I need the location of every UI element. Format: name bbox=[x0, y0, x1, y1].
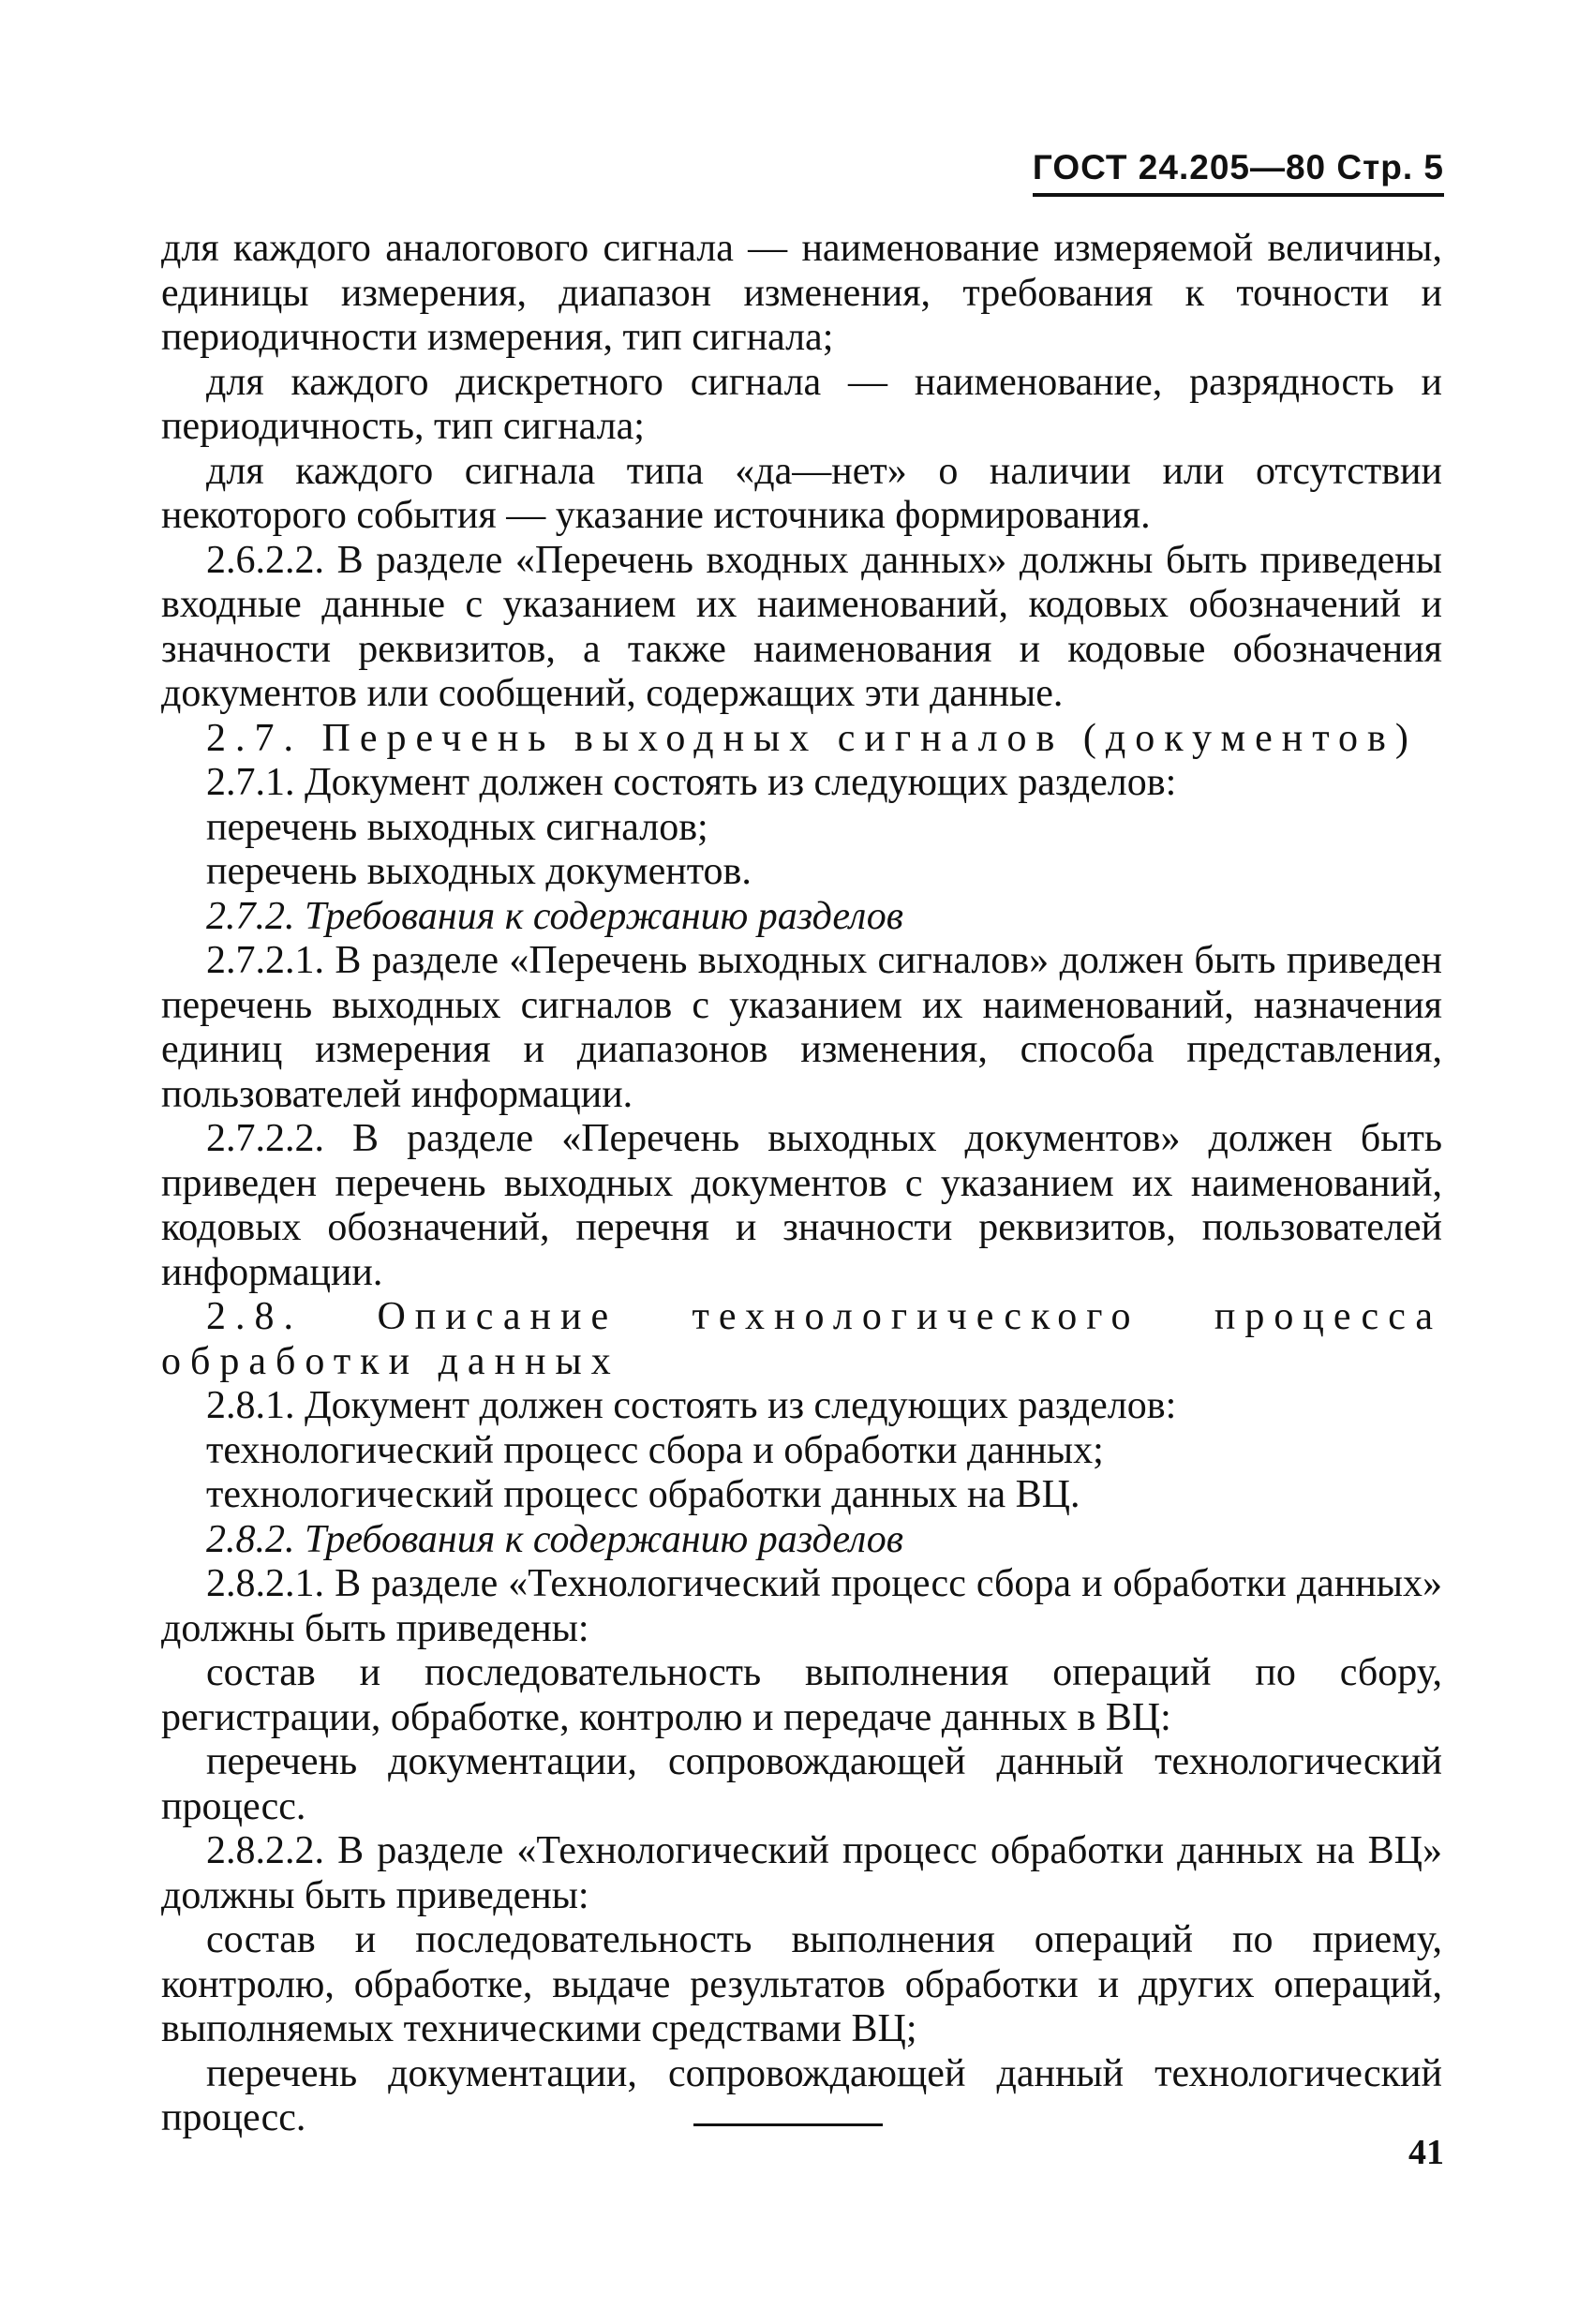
document-header: ГОСТ 24.205—80 Стр. 5 bbox=[1033, 148, 1444, 197]
list-item: перечень выходных документов. bbox=[206, 850, 752, 893]
paragraph: для каждого сигнала типа «да—нет» о наличии или отсутствии некоторого события — указание источника формирования. bbox=[161, 449, 1442, 537]
paragraph: 2.8.2.1. В разделе «Технологический процесс сбора и обработки данных» должны быть приведены: bbox=[161, 1562, 1442, 1650]
list-item: перечень документации, сопровождающей данный технологический процесс. bbox=[161, 2051, 1442, 2139]
list-item: перечень выходных сигналов; bbox=[206, 805, 708, 849]
paragraph: 2.6.2.2. В разделе «Перечень входных данных» должны быть приведены входные данные с указанием их наименований, кодовых обозначений и значности реквизитов, а также наименования и кодовые обозначения документов или сообщений, содержащих эти данные. bbox=[161, 538, 1442, 715]
paragraph: для каждого аналогового сигнала — наименование измеряемой величины, единицы измерения, диапазон изменения, требования к точности и периодичности измерения, тип сигнала; bbox=[161, 227, 1442, 359]
list-item: состав и последовательность выполнения операций по сбору, регистрации, обработке, контролю и передаче данных в ВЦ: bbox=[161, 1651, 1442, 1739]
paragraph: для каждого дискретного сигнала — наименование, разрядность и периодичность, тип сигнала; bbox=[161, 360, 1442, 448]
paragraph: 2.7.1. Документ должен состоять из следующих разделов: bbox=[206, 761, 1177, 804]
document-body bbox=[161, 227, 1442, 2141]
page-number: 41 bbox=[1408, 2133, 1444, 2172]
list-item: технологический процесс сбора и обработки данных; bbox=[206, 1428, 1104, 1472]
list-item: технологический процесс обработки данных на ВЦ. bbox=[206, 1473, 1080, 1516]
subsection-heading: 2.8.2. Требования к содержанию разделов bbox=[206, 1517, 904, 1561]
paragraph: 2.7.2.1. В разделе «Перечень выходных сигналов» должен быть приведен перечень выходных сигналов с указанием их наименований, назначения единиц измерения и диапазонов изменения, способа представления, пользователей информации. bbox=[161, 939, 1442, 1116]
list-item: перечень документации, сопровождающей данный технологический процесс. bbox=[161, 1740, 1442, 1828]
end-divider bbox=[693, 2123, 883, 2126]
subsection-heading: 2.7.2. Требования к содержанию разделов bbox=[206, 894, 904, 938]
section-heading: 2.8. Описание технологического процесса обработки данных bbox=[161, 1295, 1442, 1383]
paragraph: 2.8.2.2. В разделе «Технологический процесс обработки данных на ВЦ» должны быть приведены: bbox=[161, 1829, 1442, 1917]
section-heading: 2.7. Перечень выходных сигналов (документов) bbox=[206, 716, 1418, 760]
paragraph: 2.7.2.2. В разделе «Перечень выходных документов» должен быть приведен перечень выходных документов с указанием их наименований, кодовых обозначений, перечня и значности реквизитов, пользователей информации. bbox=[161, 1117, 1442, 1294]
paragraph: 2.8.1. Документ должен состоять из следующих разделов: bbox=[206, 1384, 1177, 1427]
list-item: состав и последовательность выполнения операций по приему, контролю, обработке, выдаче результатов обработки и других операций, выполняемых техническими средствами ВЦ; bbox=[161, 1918, 1442, 2050]
